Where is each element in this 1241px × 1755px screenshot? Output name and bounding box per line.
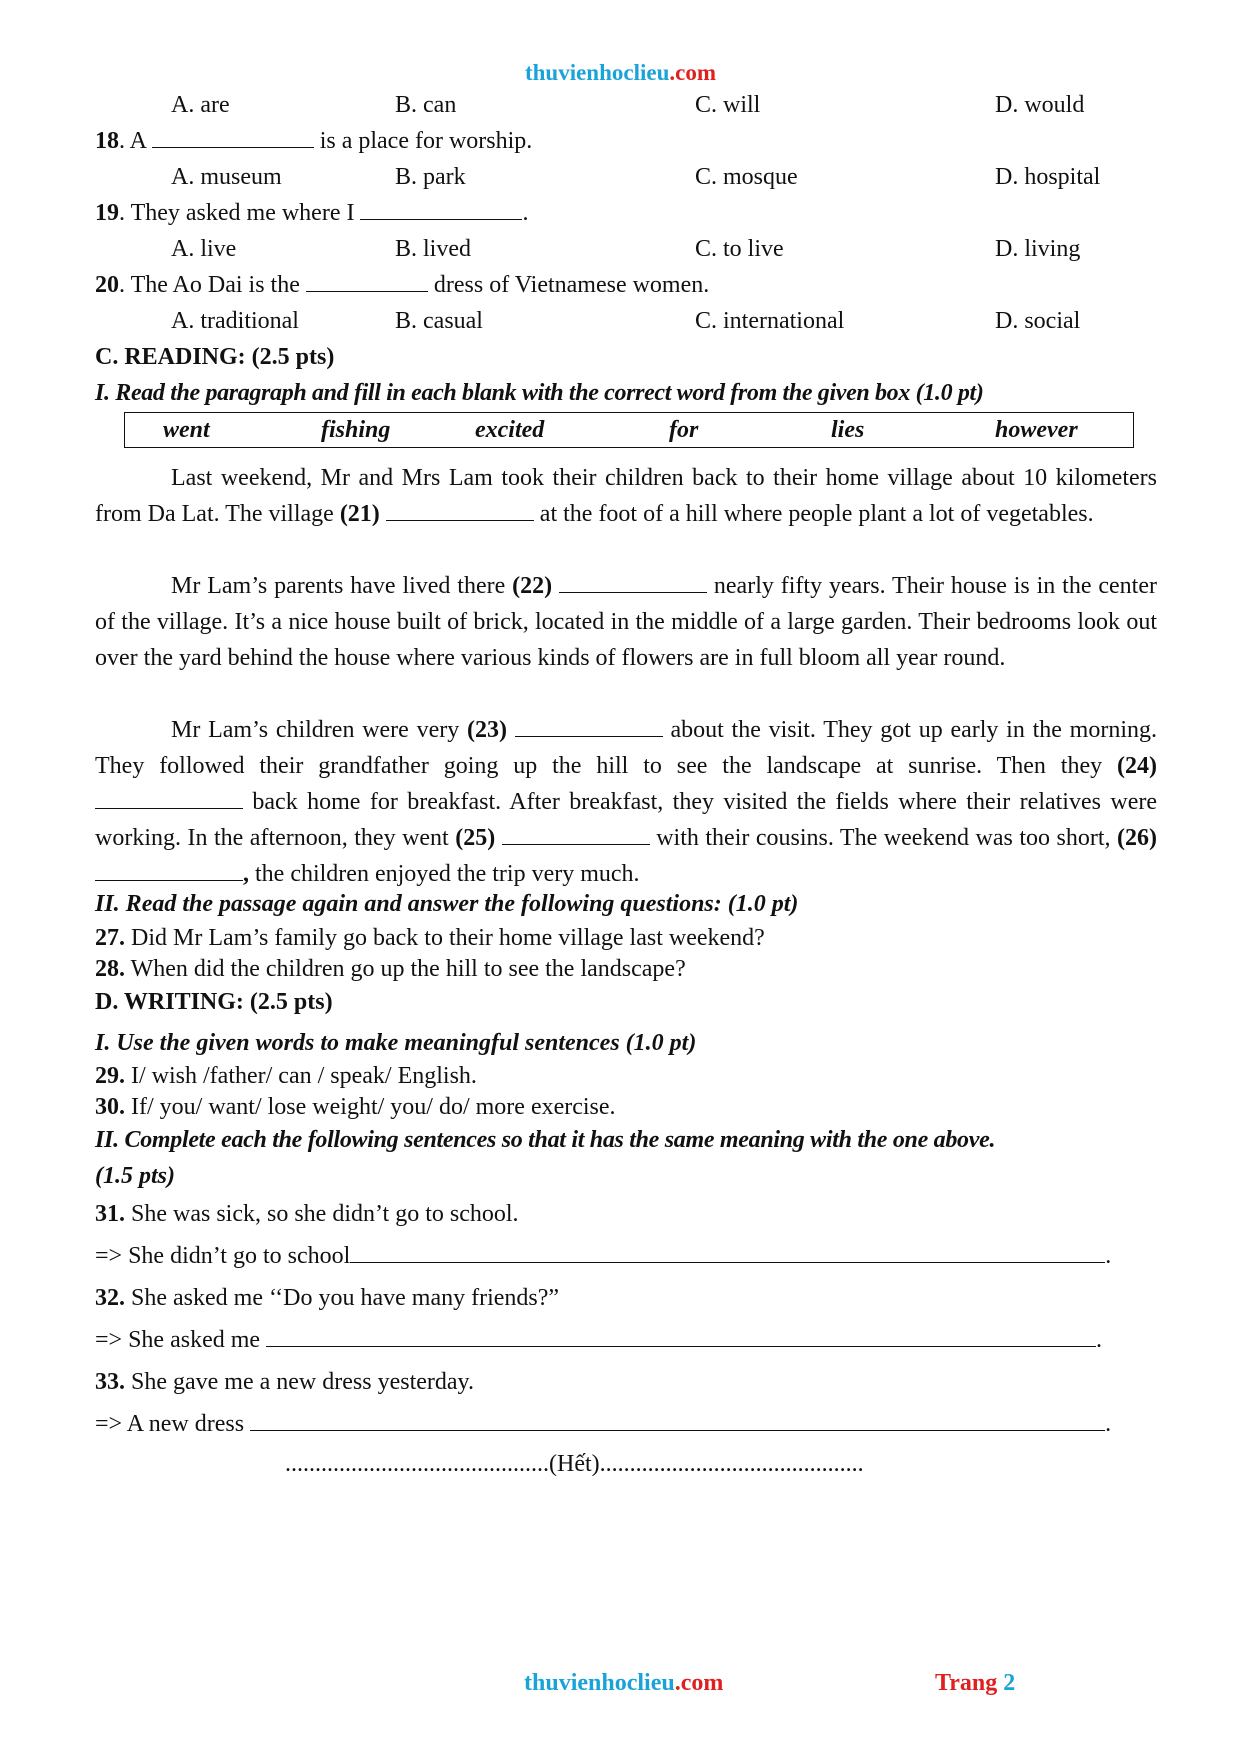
question-number: 32. (95, 1285, 125, 1311)
question-18 (95, 123, 532, 159)
paragraph-text: Last weekend, Mr and Mrs Lam took their children back to their home village about 10 kilometers from Da Lat. The village (95, 465, 1157, 527)
q17-option-c: C. will (695, 92, 761, 118)
header-brand (0, 58, 1241, 88)
end-dots-left: ............................................ (285, 1451, 549, 1477)
question-31 (95, 1196, 519, 1232)
footer-brand-main: thuvienhoclieu (524, 1670, 675, 1696)
blank-label-25: (25) (455, 825, 496, 851)
q18-option-d: D. hospital (995, 164, 1101, 190)
question-text: She asked me ‘‘Do you have many friends?” (125, 1285, 560, 1311)
question-text-pre: . They asked me where I (119, 200, 355, 226)
q18-option-c: C. mosque (695, 164, 798, 190)
q19-option-a: A. live (171, 236, 237, 262)
paragraph-text: Mr Lam’s parents have lived there (171, 573, 513, 599)
footer-page-num: 2 (1003, 1670, 1016, 1696)
answer-blank-22 (559, 570, 707, 593)
reading-part2-instruction: II. Read the passage again and answer the following questions: (1.0 pt) (95, 891, 799, 917)
answer-blank-23 (515, 714, 663, 737)
footer-page-label: Trang (935, 1670, 998, 1696)
paragraph-text: nearly fifty years. Their house is in the center of the village. It’s a nice house built of brick, located in the middle of a large garden. Their bedrooms look out over the yard behind the house where various kinds of flowers are in full bloom all year round. (95, 573, 1157, 671)
footer-brand (524, 1670, 723, 1697)
question-number: 20 (95, 272, 119, 298)
question-20 (95, 267, 709, 303)
question-text-post: . (522, 200, 529, 226)
blank-label-22: (22) (512, 573, 553, 599)
question-number: 19 (95, 200, 119, 226)
answer-blank-26 (95, 858, 243, 881)
question-number: 30. (95, 1094, 125, 1120)
answer-line-32: => She asked me . (95, 1322, 1102, 1358)
word-box-item: went (163, 417, 210, 443)
answer-blank (306, 269, 428, 292)
question-33 (95, 1364, 474, 1400)
q20-option-d: D. social (995, 308, 1081, 334)
word-box-item: however (995, 417, 1078, 443)
question-28 (95, 951, 686, 987)
question-text-post: dress of Vietnamese women. (427, 272, 710, 298)
answer-prefix: => A new dress (95, 1411, 251, 1437)
answer-blank-25 (502, 822, 650, 845)
paragraph-text: at the foot of a hill where people plant a lot of vegetables. (533, 501, 1094, 527)
question-text-post: is a place for worship. (313, 128, 533, 154)
blank-label-23: (23) (466, 717, 507, 743)
question-19 (95, 195, 528, 231)
header-brand-tld: .com (669, 60, 717, 85)
question-number: 28. (95, 956, 125, 982)
writing-heading: D. WRITING: (2.5 pts) (95, 989, 333, 1015)
q19-option-b: B. lived (395, 236, 471, 262)
question-text-pre: . The Ao Dai is the (119, 272, 300, 298)
question-text-pre: . A (119, 128, 146, 154)
end-dots-right: ............................................ (599, 1451, 864, 1477)
reading-part1-instruction: I. Read the paragraph and fill in each blank with the correct word from the given box (1.0 pt) (95, 380, 984, 406)
q19-option-c: C. to live (695, 236, 784, 262)
question-text: Did Mr Lam’s family go back to their home village last weekend? (125, 925, 765, 951)
word-box-item: lies (831, 417, 865, 443)
question-number: 31. (95, 1201, 125, 1227)
reading-paragraph-2 (95, 568, 1157, 676)
q20-option-c: C. international (695, 308, 845, 334)
answer-blank-21 (386, 498, 534, 521)
question-number: 27. (95, 925, 125, 951)
question-text: She was sick, so she didn’t go to school. (125, 1201, 519, 1227)
writing-part2-points: (1.5 pts) (95, 1163, 175, 1189)
question-30 (95, 1089, 616, 1125)
question-text: When did the children go up the hill to see the landscape? (125, 956, 686, 982)
question-number: 29. (95, 1063, 125, 1089)
word-box-item: excited (475, 417, 545, 443)
blank-label-24: (24) (1117, 753, 1157, 779)
answer-prefix: => She didn’t go to school (95, 1243, 351, 1269)
reading-paragraph-1 (95, 460, 1157, 532)
answer-underline (266, 1324, 1096, 1347)
answer-blank (152, 125, 314, 148)
word-box-item: fishing (321, 417, 391, 443)
question-text: I/ wish /father/ can / speak/ English. (125, 1063, 477, 1089)
answer-line-33: => A new dress . (95, 1406, 1111, 1442)
q20-option-a: A. traditional (171, 308, 299, 334)
q17-option-b: B. can (395, 92, 457, 118)
blank-label-21: (21) (339, 501, 380, 527)
paragraph-text: back home for breakfast. After breakfast, they visited the fields where their relatives were working. In the afternoon, they went (95, 789, 1157, 851)
footer-brand-tld: .com (674, 1670, 724, 1696)
paragraph-text: the children enjoyed the trip very much. (249, 861, 640, 887)
header-brand-main: thuvienhoclieu (524, 60, 670, 85)
paragraph-text: about the visit. They got up early in the morning. They followed their grandfather going up the hill to see the landscape at sunrise. Then they (95, 717, 1157, 779)
q19-option-d: D. living (995, 236, 1081, 262)
q17-option-d: D. would (995, 92, 1085, 118)
comma: , (243, 861, 249, 887)
writing-part2-instruction: II. Complete each the following sentences so that it has the same meaning with the one above. (95, 1127, 996, 1153)
word-box-item: for (669, 417, 699, 443)
end-marker (285, 1446, 864, 1482)
q20-option-b: B. casual (395, 308, 483, 334)
question-text: If/ you/ want/ lose weight/ you/ do/ more exercise. (125, 1094, 616, 1120)
question-text: She gave me a new dress yesterday. (125, 1369, 474, 1395)
footer-page-number (935, 1670, 1015, 1697)
answer-blank (360, 197, 522, 220)
q17-option-a: A. are (171, 92, 230, 118)
paragraph-text: Mr Lam’s children were very (171, 717, 467, 743)
answer-blank-24 (95, 786, 243, 809)
reading-heading: C. READING: (2.5 pts) (95, 344, 335, 370)
writing-part1-instruction: I. Use the given words to make meaningful sentences (1.0 pt) (95, 1030, 697, 1056)
question-number: 18 (95, 128, 119, 154)
reading-paragraph-3 (95, 712, 1157, 892)
end-text: (Hết) (549, 1451, 600, 1477)
answer-underline (250, 1408, 1105, 1431)
q18-option-a: A. museum (171, 164, 282, 190)
answer-underline (350, 1240, 1105, 1263)
answer-prefix: => She asked me (95, 1327, 267, 1353)
question-number: 33. (95, 1369, 125, 1395)
question-32 (95, 1280, 559, 1316)
answer-line-31: => She didn’t go to school . (95, 1238, 1111, 1274)
word-box (124, 412, 1134, 448)
q18-option-b: B. park (395, 164, 466, 190)
blank-label-26: (26) (1117, 825, 1158, 851)
paragraph-text: with their cousins. The weekend was too short, (649, 825, 1118, 851)
